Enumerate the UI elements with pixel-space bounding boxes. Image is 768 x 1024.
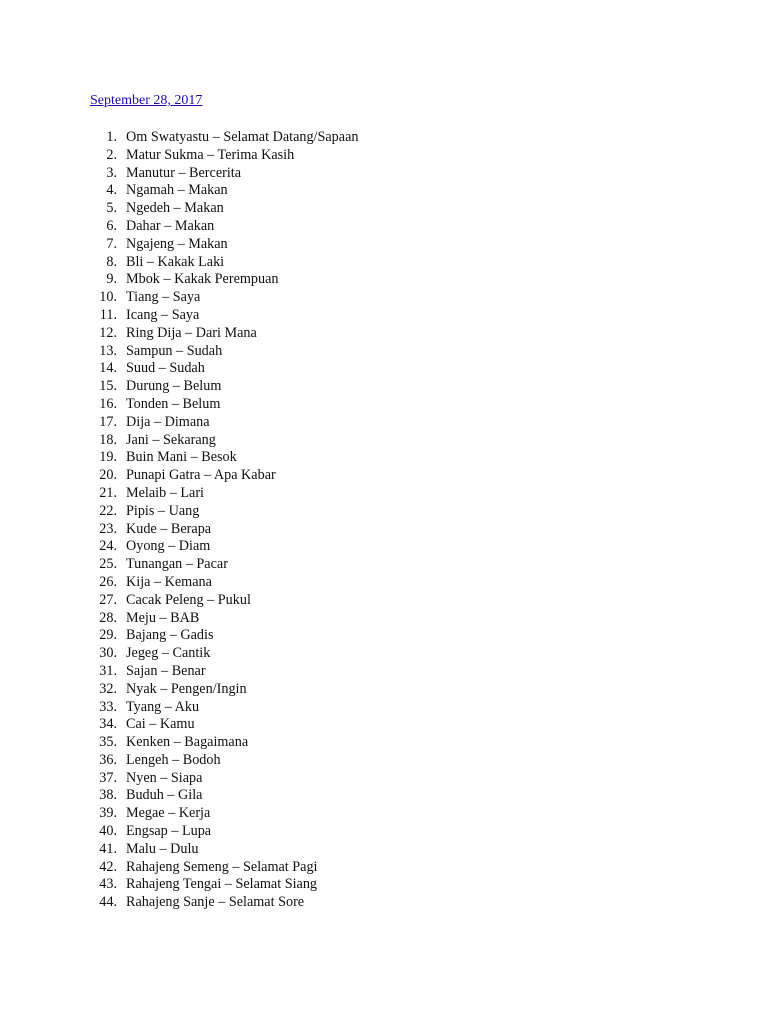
list-item bbox=[90, 147, 358, 165]
list-item bbox=[90, 182, 358, 200]
list-item-text: Kenken – Bagaimana bbox=[126, 734, 249, 751]
list-item bbox=[90, 876, 358, 894]
list-item-number: 26. bbox=[99, 573, 117, 590]
list-item-text: Mbok – Kakak Perempuan bbox=[126, 271, 279, 288]
list-item-text: Sampun – Sudah bbox=[126, 342, 223, 359]
list-item bbox=[90, 681, 358, 699]
list-item bbox=[90, 805, 358, 823]
list-item-number: 3. bbox=[106, 164, 117, 181]
list-item-text: Cacak Peleng – Pukul bbox=[126, 591, 251, 608]
list-item bbox=[90, 165, 358, 183]
list-item bbox=[90, 574, 358, 592]
list-item-text: Ngedeh – Makan bbox=[126, 200, 224, 217]
list-item bbox=[90, 289, 358, 307]
list-item bbox=[90, 307, 358, 325]
list-item-text: Dija – Dimana bbox=[126, 413, 210, 430]
list-item-number: 17. bbox=[99, 413, 117, 430]
list-item-number: 22. bbox=[99, 502, 117, 519]
list-item-number: 14. bbox=[99, 360, 117, 377]
list-item-number: 33. bbox=[99, 698, 117, 715]
list-item-text: Kude – Berapa bbox=[126, 520, 212, 537]
list-item bbox=[90, 449, 358, 467]
list-item-text: Om Swatyastu – Selamat Datang/Sapaan bbox=[126, 129, 359, 145]
vocabulary-list bbox=[90, 129, 358, 912]
list-item bbox=[90, 218, 358, 236]
list-item-text: Jegeg – Cantik bbox=[126, 645, 211, 662]
list-item-text: Rahajeng Semeng – Selamat Pagi bbox=[126, 858, 318, 875]
list-item-text: Rahajeng Sanje – Selamat Sore bbox=[126, 894, 305, 911]
list-item bbox=[90, 752, 358, 770]
list-item-text: Buduh – Gila bbox=[126, 787, 203, 804]
list-item-number: 18. bbox=[99, 431, 117, 448]
list-item-number: 43. bbox=[99, 876, 117, 893]
list-item-number: 2. bbox=[106, 146, 117, 163]
list-item-number: 35. bbox=[99, 734, 117, 751]
list-item-text: Punapi Gatra – Apa Kabar bbox=[126, 467, 276, 484]
list-item bbox=[90, 414, 358, 432]
list-item bbox=[90, 770, 358, 788]
list-item-number: 16. bbox=[99, 395, 117, 412]
list-item bbox=[90, 859, 358, 877]
list-item-text: Matur Sukma – Terima Kasih bbox=[126, 146, 295, 163]
list-item-number: 11. bbox=[99, 306, 117, 323]
list-item-number: 21. bbox=[99, 484, 117, 501]
list-item-text: Bli – Kakak Laki bbox=[126, 253, 225, 270]
list-item-number: 23. bbox=[99, 520, 117, 537]
list-item bbox=[90, 129, 358, 147]
list-item-number: 24. bbox=[99, 538, 117, 555]
list-item-number: 34. bbox=[99, 716, 117, 733]
list-item-text: Ring Dija – Dari Mana bbox=[126, 324, 257, 341]
list-item-number: 38. bbox=[99, 787, 117, 804]
list-item-text: Megae – Kerja bbox=[126, 805, 211, 822]
list-item bbox=[90, 378, 358, 396]
list-item-number: 8. bbox=[106, 253, 117, 270]
list-item bbox=[90, 503, 358, 521]
list-item-text: Engsap – Lupa bbox=[126, 823, 212, 840]
list-item-number: 1. bbox=[106, 129, 117, 145]
list-item bbox=[90, 271, 358, 289]
list-item bbox=[90, 716, 358, 734]
list-item bbox=[90, 360, 358, 378]
list-item-text: Malu – Dulu bbox=[126, 840, 199, 857]
list-item bbox=[90, 325, 358, 343]
list-item-text: Meju – BAB bbox=[126, 609, 200, 626]
list-item bbox=[90, 538, 358, 556]
list-item bbox=[90, 841, 358, 859]
list-item-number: 5. bbox=[106, 200, 117, 217]
list-item bbox=[90, 467, 358, 485]
list-item-text: Ngamah – Makan bbox=[126, 182, 228, 199]
list-item-number: 40. bbox=[99, 823, 117, 840]
list-item-number: 42. bbox=[99, 858, 117, 875]
list-item-number: 10. bbox=[99, 289, 117, 306]
list-item-text: Tonden – Belum bbox=[126, 395, 221, 412]
list-item bbox=[90, 592, 358, 610]
list-item-text: Pipis – Uang bbox=[126, 502, 200, 519]
post-date-link[interactable]: September 28, 2017 bbox=[90, 93, 203, 108]
list-item-number: 4. bbox=[106, 182, 117, 199]
list-item-text: Tunangan – Pacar bbox=[126, 556, 228, 573]
list-item-number: 28. bbox=[99, 609, 117, 626]
list-item bbox=[90, 699, 358, 717]
list-item-text: Suud – Sudah bbox=[126, 360, 205, 377]
list-item-text: Jani – Sekarang bbox=[126, 431, 216, 448]
list-item bbox=[90, 254, 358, 272]
list-item-number: 9. bbox=[106, 271, 117, 288]
list-item-number: 25. bbox=[99, 556, 117, 573]
list-item-text: Kija – Kemana bbox=[126, 573, 212, 590]
list-item-text: Melaib – Lari bbox=[126, 484, 205, 501]
list-item bbox=[90, 485, 358, 503]
list-item bbox=[90, 787, 358, 805]
list-item-number: 30. bbox=[99, 645, 117, 662]
list-item bbox=[90, 343, 358, 361]
list-item-text: Buin Mani – Besok bbox=[126, 449, 237, 466]
list-item bbox=[90, 432, 358, 450]
list-item bbox=[90, 627, 358, 645]
list-item bbox=[90, 610, 358, 628]
list-item-text: Sajan – Benar bbox=[126, 662, 206, 679]
list-item-text: Lengeh – Bodoh bbox=[126, 751, 221, 768]
list-item-text: Rahajeng Tengai – Selamat Siang bbox=[126, 876, 318, 893]
list-item-number: 31. bbox=[99, 662, 117, 679]
list-item-number: 37. bbox=[99, 769, 117, 786]
list-item bbox=[90, 823, 358, 841]
list-item bbox=[90, 894, 358, 912]
list-item-text: Dahar – Makan bbox=[126, 217, 215, 234]
list-item-number: 6. bbox=[106, 217, 117, 234]
list-item-text: Ngajeng – Makan bbox=[126, 235, 228, 252]
list-item-number: 36. bbox=[99, 751, 117, 768]
list-item bbox=[90, 200, 358, 218]
list-item-number: 27. bbox=[99, 591, 117, 608]
list-item bbox=[90, 521, 358, 539]
list-item-text: Bajang – Gadis bbox=[126, 627, 214, 644]
list-item-text: Nyak – Pengen/Ingin bbox=[126, 680, 247, 697]
list-item-text: Nyen – Siapa bbox=[126, 769, 203, 786]
list-item-text: Manutur – Bercerita bbox=[126, 164, 242, 181]
list-item-number: 44. bbox=[99, 894, 117, 911]
list-item-number: 19. bbox=[99, 449, 117, 466]
list-item-number: 15. bbox=[99, 378, 117, 395]
list-item-text: Icang – Saya bbox=[126, 306, 200, 323]
list-item-number: 12. bbox=[99, 324, 117, 341]
list-item-text: Durung – Belum bbox=[126, 378, 222, 395]
list-item-number: 39. bbox=[99, 805, 117, 822]
list-item-text: Cai – Kamu bbox=[126, 716, 195, 733]
list-item-number: 13. bbox=[99, 342, 117, 359]
list-item-number: 29. bbox=[99, 627, 117, 644]
list-item bbox=[90, 556, 358, 574]
list-item bbox=[90, 396, 358, 414]
list-item-text: Tiang – Saya bbox=[126, 289, 201, 306]
list-item-number: 7. bbox=[106, 235, 117, 252]
list-item bbox=[90, 236, 358, 254]
list-item bbox=[90, 734, 358, 752]
list-item-text: Oyong – Diam bbox=[126, 538, 211, 555]
list-item-text: Tyang – Aku bbox=[126, 698, 200, 715]
list-item bbox=[90, 645, 358, 663]
list-item-number: 32. bbox=[99, 680, 117, 697]
list-item-number: 20. bbox=[99, 467, 117, 484]
list-item bbox=[90, 663, 358, 681]
list-item-number: 41. bbox=[99, 840, 117, 857]
